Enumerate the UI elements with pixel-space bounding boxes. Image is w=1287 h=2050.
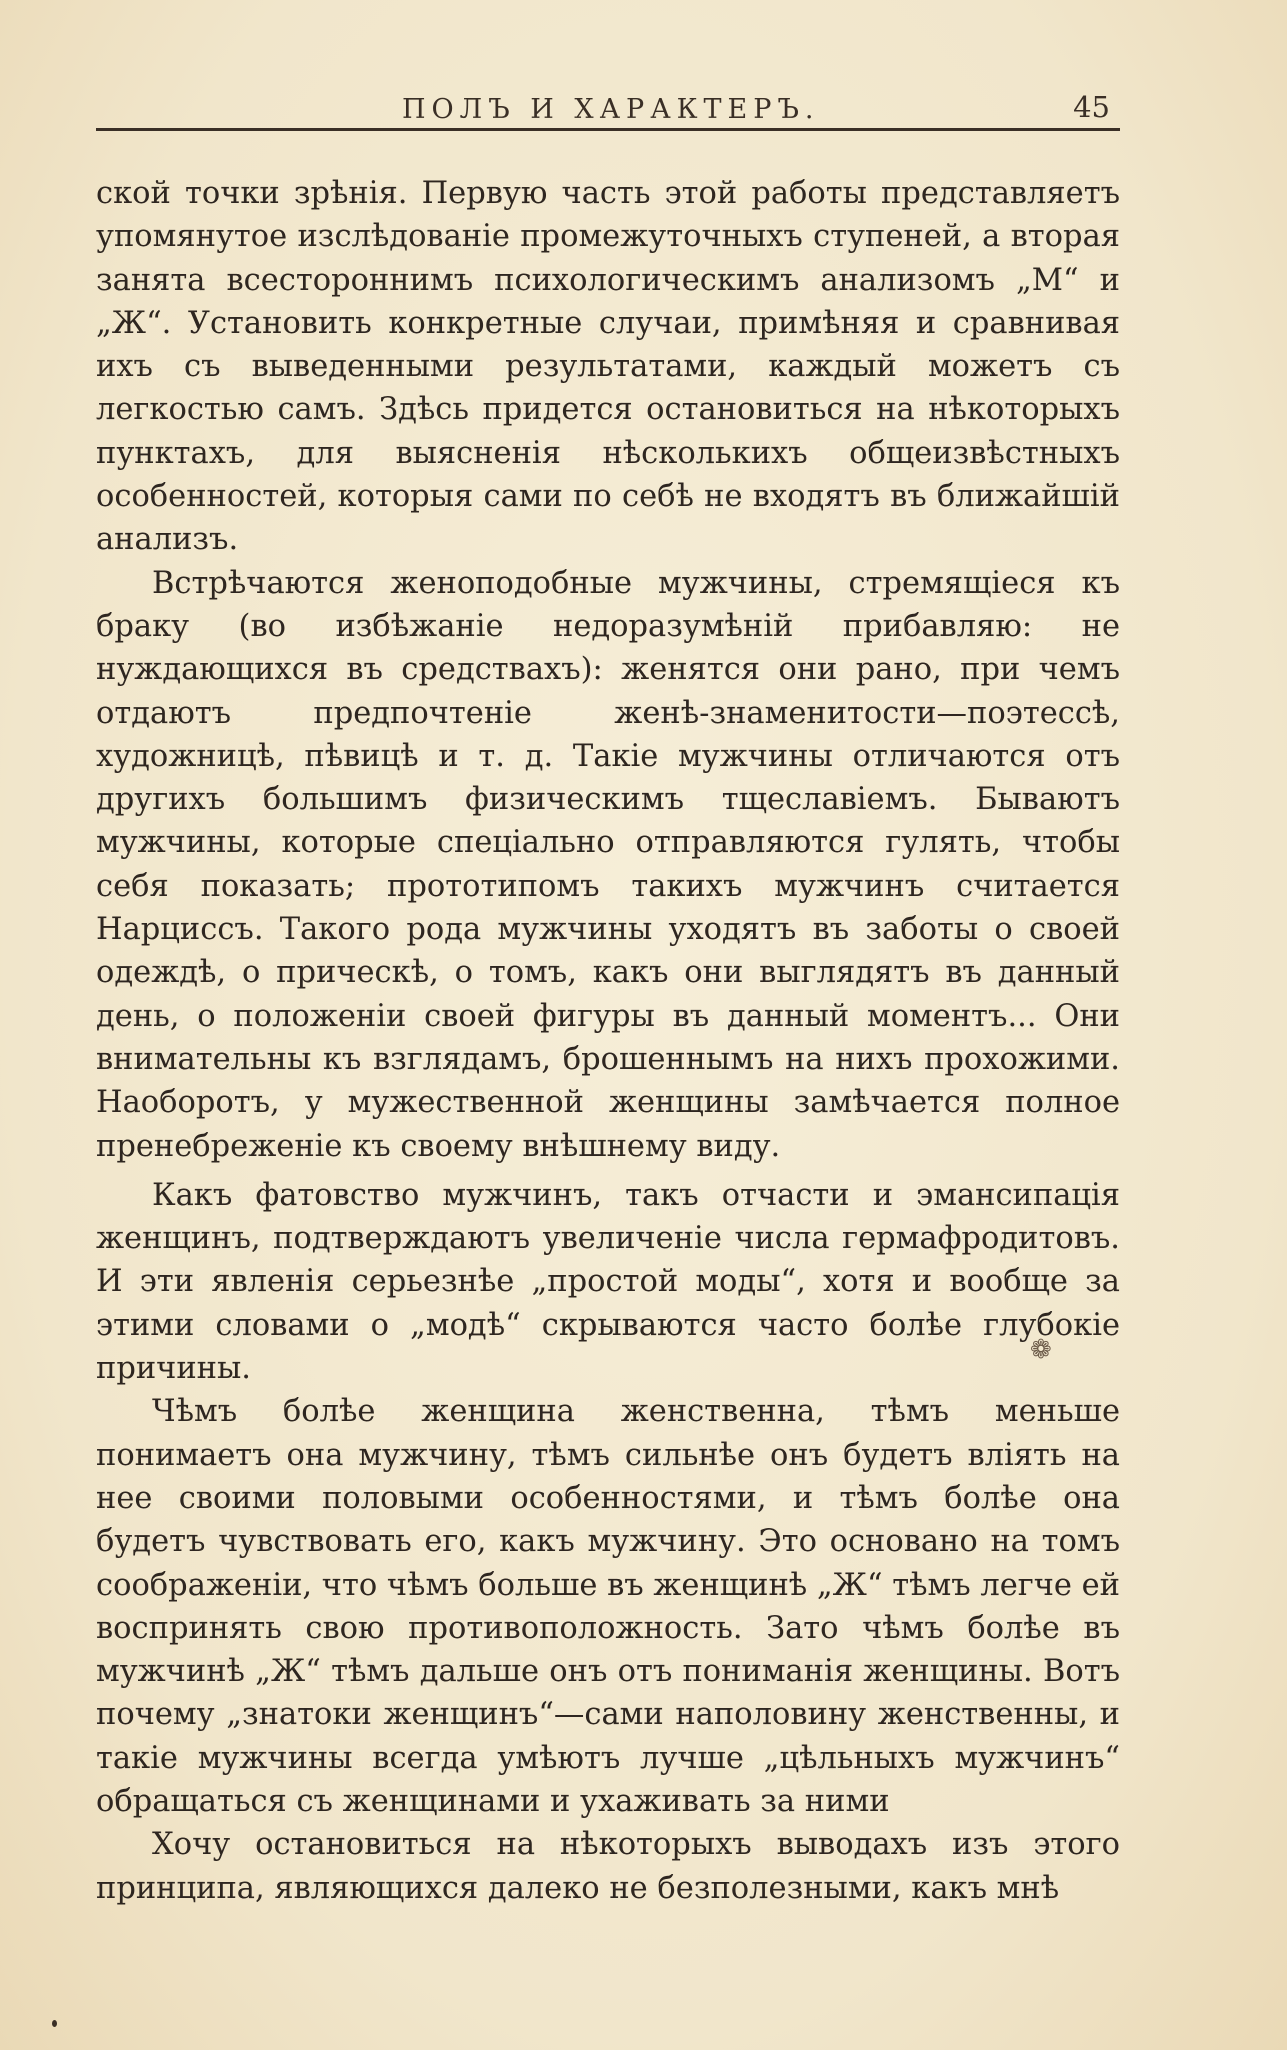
page-number: 45 (1073, 90, 1110, 124)
paragraph: Какъ фатовство мужчинъ, такъ отчасти и эмансипація женщинъ, подтверждаютъ увеличеніе числа гермафродитовъ. И эти явленія серьезнѣе „простой моды“, хотя и вообще за этими словами о „модѣ“ скрываются часто болѣе глубокіе причины. (96, 1177, 1120, 1387)
running-title: ПОЛЪ И ХАРАКТЕРЪ. (402, 94, 820, 125)
ink-speck (52, 2020, 57, 2027)
paragraph: Встрѣчаются женоподобные мужчины, стремящіеся къ браку (во избѣжаніе недоразумѣній прибавляю: не нуждающихся въ средствахъ): женятся они рано, при чемъ отдаютъ предпочтеніе женѣ-знаменитости—поэтессѣ, художницѣ, пѣвицѣ и т. д. Такіе мужчины отличаются отъ другихъ большимъ физическимъ тщеславіемъ. Бываютъ мужчины, которые спеціально отправляются гулять, чтобы себя показать; прототипомъ такихъ мужчинъ считается Нарциссъ. Такого рода мужчины уходятъ въ заботы о своей одеждѣ, о прическѣ, о томъ, какъ они выглядятъ въ данный день, о положеніи своей фигуры въ данный моментъ... Они внимательны къ взглядамъ, брошеннымъ на нихъ прохожими. Наоборотъ, у мужественной женщины замѣчается полное пренебреженіе къ своему внѣшнему виду. (96, 565, 1120, 1164)
paragraph: Чѣмъ болѣе женщина женственна, тѣмъ меньше понимаетъ она мужчину, тѣмъ сильнѣе онъ будетъ влiять на нее своими половыми особенностями, и тѣмъ болѣе она будетъ чувствовать его, какъ мужчину. Это основано на томъ соображеніи, что чѣмъ больше въ женщинѣ „Ж“ тѣмъ легче ей воспринять свою противоположность. Зато чѣмъ болѣе въ мужчинѣ „Ж“ тѣмъ дальше онъ отъ пониманія женщины. Вотъ почему „знатоки женщинъ“—сами наполовину женственны, и такіе мужчины всегда умѣютъ лучше „цѣльныхъ мужчинъ“ обращаться съ женщинами и ухаживать за ними (96, 1394, 1121, 1819)
fleuron-icon: ❁ (1030, 1335, 1052, 1365)
paragraph: Хочу остановиться на нѣкоторыхъ выводахъ изъ этого принципа, являющихся далеко не безполезными, какъ мнѣ (96, 1827, 1120, 1906)
page-header (96, 86, 1120, 134)
paragraph-continuation: ской точки зрѣнія. Первую часть этой работы представляетъ упомянутое изслѣдованіе промежуточныхъ ступеней, а вторая занята всестороннимъ психологическимъ анализомъ „М“ и „Ж“. Установить конкретные случаи, примѣняя и сравнивая ихъ съ выведенными результатами, каждый можетъ съ легкостью самъ. Здѣсь придется остановиться на нѣкоторыхъ пунктахъ, для выясненія нѣсколькихъ общеизвѣстныхъ особенностей, которыя сами по себѣ не входятъ въ ближайшій анализъ. (96, 176, 1120, 558)
header-rule (96, 128, 1120, 131)
page-body (96, 172, 1120, 1910)
